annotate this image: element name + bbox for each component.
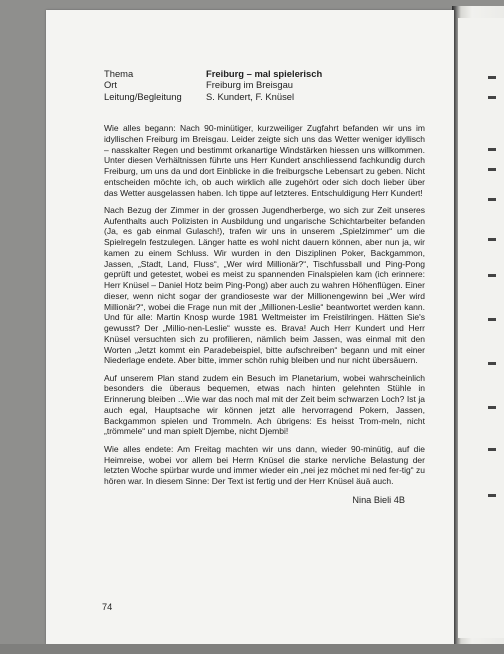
- paragraph: Wie alles begann: Nach 90-minütiger, kurzweiliger Zugfahrt befanden wir uns im idyllischen Freiburg im Breisgau. Leider zeigte sich uns das Wetter weniger idyllisch – nasskalter Regen und bestimmt orkanartige Windstärken hiessen uns willkommen. Unter diesen Verhältnissen führte uns Herr Kundert anschliessend fachkundig durch Freiburg, um uns da und dort Einblicke in die freiburgsche Lebensart zu geben. Nicht entscheiden möchte ich, ob auch wirklich alle zugehört oder sich doch lieber über das Wetter ausgelassen haben. Ich tippe auf letzteres. Entschuldigung Herr Kundert!: [104, 123, 425, 198]
- adjacent-page-edge: [458, 18, 504, 638]
- document-page: [46, 10, 454, 644]
- report-body: [104, 123, 425, 493]
- header-label: Thema: [104, 68, 134, 79]
- paragraph: Auf unserem Plan stand zudem ein Besuch im Planetarium, wobei wahrscheinlich besonders die überaus bequemen, etwas nach hinten gelehnten Stühle in Erinnerung bleiben ...Wie war das noch mal mit der Zeit beim schwarzen Loch? Ist ja auch egal, Hauptsache wir können jetzt alle hervorragend Pokern, Jassen, Backgammon spielen und Trommeln. Ach übrigens: Es heisst Trom-meln, nicht „trömmele“ und man spielt Djembe, nicht Djembi!: [104, 372, 425, 437]
- paragraph: Nach Bezug der Zimmer in der grossen Jugendherberge, wo sich zur Zeit unseres Aufenthalts auch Polizisten in Ausbildung und ungarische Schichtarbeiter befanden (Ja, es gab einmal Gulasch!), trafen wir uns in unserem „Spielzimmer“ um die Spielregeln festzulegen. Länger hatte es wohl nicht dauern können, aber nun ja, wir kamen zu einem Schluss. Wir wurden in den Disziplinen Poker, Backgammon, Jassen, „Stadt, Land, Fluss“, „Wer wird Millionär?“, Tischfussball und Ping-Pong geprüft und getestet, wobei es meist zu spannenden Finalspielen kam (ich erinnere: Herr Knüsel – Daniel Hotz beim Ping-Pong) aber auch zu wahren Höhenflügen. Einer dieser, wenn nicht sogar der grandioseste war der Millionengewinn bei „Wer wird Millionär?“, wobei die Frage nun mit der „Millionen-Leslie“ beantwortet werden kann. Und für alle: Martin Knosp wurde 1981 Weltmeister im Freistilringen. Hätten Sie's gewusst? Der „Millio-nen-Leslie“ wusste es. Brava! Auch Herr Kundert und Herr Knüsel versuchten sich zu profilieren, nämlich beim Jassen, was einmal mit den Worten „Jetzt kommt ein Paradebeispiel, bitte aufschreiben“ begann und mit einer Niederlage endete. Aber bitte, immer schön ruhig bleiben und nur nicht übersäuern.: [104, 204, 425, 366]
- header-label: Ort: [104, 79, 118, 91]
- paragraph: Wie alles endete: Am Freitag machten wir uns dann, wieder 90-minütig, auf die Heimreise, wobei vor allem bei Herrn Knüsel die starke nervliche Belastung der letzten Woche spürbar wurde und immer wieder ein „nei jez möchet mi ned fer-tig“ zu hören war. In diesem Sinne: Der Text ist fertig und der Herr Knüsel äuä auch.: [104, 443, 425, 487]
- header-row-place: [104, 79, 404, 90]
- header-label: Leitung/Begleitung: [104, 90, 182, 102]
- report-header: [104, 68, 404, 102]
- header-row-leaders: [104, 91, 404, 102]
- page-number: 74: [102, 602, 113, 612]
- header-value-place: Freiburg im Breisgau: [206, 79, 294, 91]
- author-signature: Nina Bieli 4B: [352, 495, 405, 505]
- scan-bottom-edge: [0, 644, 504, 654]
- header-value-leaders: S. Kundert, F. Knüsel: [206, 90, 295, 102]
- header-value-topic: Freiburg – mal spielerisch: [206, 68, 323, 79]
- header-row-topic: [104, 68, 404, 79]
